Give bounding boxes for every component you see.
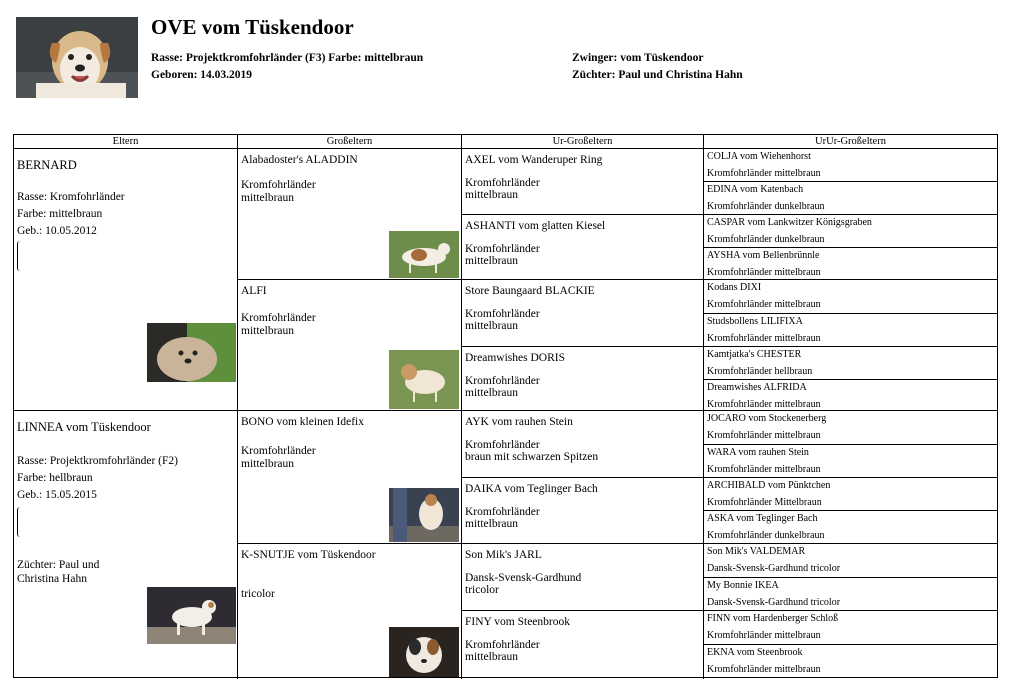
breed-color-line <box>151 52 423 64</box>
pedigree-table <box>13 134 998 678</box>
great-grandparent-name: DAIKA vom Teglinger Bach <box>465 483 598 495</box>
ggg-info: Dansk-Svensk-Gardhund tricolor <box>707 597 841 608</box>
header-great-grandparents: Ur-Großeltern <box>462 135 704 149</box>
parent-birth: Geb.: 10.05.2012 <box>17 225 97 237</box>
great-grandparent-name: AXEL vom Wanderuper Ring <box>465 154 603 166</box>
kennel-value: vom Tüskendoor <box>620 52 704 64</box>
ggg-cell <box>704 578 997 611</box>
header-grandparents: Großeltern <box>238 135 462 149</box>
parent-name: BERNARD <box>17 158 77 172</box>
ggg-cell <box>704 280 997 314</box>
great-grandparent-color: braun mit schwarzen Spitzen <box>465 451 599 463</box>
grandparent-cell <box>238 411 462 544</box>
ggg-info: Kromfohrländer mittelbraun <box>707 399 821 410</box>
grandparent-photo <box>389 231 459 278</box>
ggg-cell <box>704 511 997 544</box>
birth-label: Geboren: <box>151 69 198 81</box>
ggg-info: Kromfohrländer dunkelbraun <box>707 530 825 541</box>
ggg-info: Kromfohrländer mittelbraun <box>707 664 821 675</box>
parent-breeder-line2: Christina Hahn <box>17 573 87 585</box>
color-label: Farbe: <box>328 52 362 64</box>
great-grandparent-breed: Kromfohrländer <box>465 639 540 651</box>
grandparent-color: mittelbraun <box>241 325 295 337</box>
ggg-cell <box>704 215 997 248</box>
great-grandparent-breed: Kromfohrländer <box>465 375 540 387</box>
parent-sire <box>14 149 238 411</box>
ggg-name: Kamtjatka's CHESTER <box>707 349 802 360</box>
great-grandparent-breed: Dansk-Svensk-Gardhund <box>465 572 582 584</box>
grandparent-photo <box>389 627 459 677</box>
great-grandparent-cell <box>462 149 704 215</box>
grandparent-breed: Kromfohrländer <box>241 179 316 191</box>
ggg-name: ASKA vom Teglinger Bach <box>707 513 818 524</box>
header-great-great-grandparents: UrUr-Großeltern <box>704 135 997 149</box>
ggg-name: CASPAR vom Lankwitzer Königsgraben <box>707 217 872 228</box>
ggg-cell <box>704 645 997 679</box>
great-grandparent-name: ASHANTI vom glatten Kiesel <box>465 220 606 232</box>
grandparent-color: tricolor <box>241 588 275 600</box>
color-value: mittelbraun <box>364 52 424 64</box>
birth-line <box>151 69 252 81</box>
great-grandparent-breed: Kromfohrländer <box>465 308 540 320</box>
ggg-name: AYSHA vom Bellenbrünnle <box>707 250 820 261</box>
ggg-cell <box>704 149 997 182</box>
ggg-cell <box>704 182 997 215</box>
grandparent-color: mittelbraun <box>241 192 295 201</box>
great-grandparent-breed: Kromfohrländer <box>465 243 540 255</box>
great-grandparent-name: Son Mik's JARL <box>465 549 542 561</box>
grandparent-name: K-SNUTJE vom Tüskendoor <box>241 549 376 561</box>
grandparent-photo <box>389 488 459 542</box>
ggg-name: EDINA vom Katenbach <box>707 184 804 195</box>
great-grandparent-cell <box>462 215 704 280</box>
ggg-info: Kromfohrländer mittelbraun <box>707 168 821 179</box>
kennel-line <box>572 52 703 64</box>
great-grandparent-color: mittelbraun <box>465 189 519 201</box>
ggg-name: WARA vom rauhen Stein <box>707 447 809 458</box>
ggg-info: Kromfohrländer mittelbraun <box>707 333 821 344</box>
great-grandparent-color: mittelbraun <box>465 651 519 663</box>
dog-name-title: OVE vom Tüskendoor <box>151 15 354 39</box>
great-grandparent-cell <box>462 478 704 544</box>
ggg-name: ARCHIBALD vom Pünktchen <box>707 480 831 491</box>
ggg-info: Kromfohrländer mittelbraun <box>707 299 821 310</box>
ggg-info: Kromfohrländer mittelbraun <box>707 430 821 441</box>
ggg-cell <box>704 314 997 347</box>
ggg-cell <box>704 445 997 478</box>
breeder-value: Paul und Christina Hahn <box>618 69 743 81</box>
bracket-mark <box>17 507 23 537</box>
ggg-name: COLJA vom Wiehenhorst <box>707 151 811 162</box>
ggg-info: Kromfohrländer dunkelbraun <box>707 201 825 212</box>
ggg-name: EKNA vom Steenbrook <box>707 647 803 658</box>
grandparent-breed: Kromfohrländer <box>241 312 316 324</box>
great-grandparent-color: tricolor <box>465 584 499 596</box>
header-parents: Eltern <box>14 135 238 149</box>
ggg-info: Kromfohrländer dunkelbraun <box>707 234 825 245</box>
great-grandparent-cell <box>462 411 704 478</box>
kennel-label: Zwinger: <box>572 52 618 64</box>
bracket-mark <box>17 241 23 271</box>
great-grandparent-name: Store Baungaard BLACKIE <box>465 285 595 297</box>
ggg-info: Kromfohrländer Mittelbraun <box>707 497 822 508</box>
great-grandparent-cell <box>462 544 704 611</box>
great-grandparent-color: mittelbraun <box>465 255 519 267</box>
grandparent-name: BONO vom kleinen Idefix <box>241 416 364 428</box>
ggg-cell <box>704 411 997 445</box>
breed-value: Projektkromfohrländer (F3) <box>185 52 326 64</box>
sire-photo <box>147 323 236 382</box>
ggg-info: Kromfohrländer mittelbraun <box>707 267 821 278</box>
great-grandparent-name: AYK vom rauhen Stein <box>465 416 573 428</box>
ggg-cell <box>704 347 997 380</box>
great-grandparent-name: Dreamwishes DORIS <box>465 352 565 364</box>
ggg-name: FINN vom Hardenberger Schloß <box>707 613 839 624</box>
great-grandparent-breed: Kromfohrländer <box>465 506 540 518</box>
ggg-cell <box>704 248 997 280</box>
parent-dam <box>14 411 238 679</box>
grandparent-cell <box>238 280 462 411</box>
dam-photo <box>147 587 236 644</box>
great-grandparent-name: FINY vom Steenbrook <box>465 616 570 628</box>
great-grandparent-color: mittelbraun <box>465 518 519 530</box>
great-grandparent-color: mittelbraun <box>465 320 519 332</box>
great-grandparent-color: mittelbraun <box>465 387 519 399</box>
ggg-name: Studsbollens LILIFIXA <box>707 316 803 327</box>
birth-value: 14.03.2019 <box>200 69 253 81</box>
parent-birth: Geb.: 15.05.2015 <box>17 489 97 501</box>
breeder-line <box>572 69 743 81</box>
great-grandparent-cell <box>462 280 704 347</box>
grandparent-name: Alabadoster's ALADDIN <box>241 154 358 166</box>
great-grandparent-cell <box>462 347 704 411</box>
ggg-info: Kromfohrländer mittelbraun <box>707 630 821 641</box>
grandparent-cell <box>238 149 462 280</box>
ggg-name: JOCARO vom Stockenerberg <box>707 413 827 424</box>
parent-color: Farbe: hellbraun <box>17 472 93 484</box>
grandparent-photo <box>389 350 459 409</box>
grandparent-cell <box>238 544 462 679</box>
ggg-cell <box>704 478 997 511</box>
great-grandparent-cell <box>462 611 704 679</box>
ggg-cell <box>704 611 997 645</box>
parent-breed: Rasse: Projektkromfohrländer (F2) <box>17 455 178 467</box>
breeder-label: Züchter: <box>572 69 616 81</box>
parent-breeder-line1: Züchter: Paul und <box>17 559 100 571</box>
parent-name: LINNEA vom Tüskendoor <box>17 420 151 434</box>
grandparent-breed: Kromfohrländer <box>241 445 316 457</box>
ggg-name: Kodans DIXI <box>707 282 762 293</box>
ggg-cell <box>704 380 997 411</box>
breed-label: Rasse: <box>151 52 183 64</box>
grandparent-name: ALFI <box>241 285 267 297</box>
ggg-name: Son Mik's VALDEMAR <box>707 546 806 557</box>
ggg-name: Dreamwishes ALFRIDA <box>707 382 807 393</box>
great-grandparent-breed: Kromfohrländer <box>465 177 540 189</box>
ggg-info: Kromfohrländer mittelbraun <box>707 464 821 475</box>
dog-photo <box>16 17 138 98</box>
ggg-info: Kromfohrländer hellbraun <box>707 366 813 377</box>
great-grandparent-breed: Kromfohrländer <box>465 439 540 451</box>
parent-breed: Rasse: Kromfohrländer <box>17 191 125 203</box>
parent-color: Farbe: mittelbraun <box>17 208 103 220</box>
ggg-info: Dansk-Svensk-Gardhund tricolor <box>707 563 841 574</box>
ggg-name: My Bonnie IKEA <box>707 580 779 591</box>
grandparent-color: mittelbraun <box>241 458 295 470</box>
ggg-cell <box>704 544 997 578</box>
